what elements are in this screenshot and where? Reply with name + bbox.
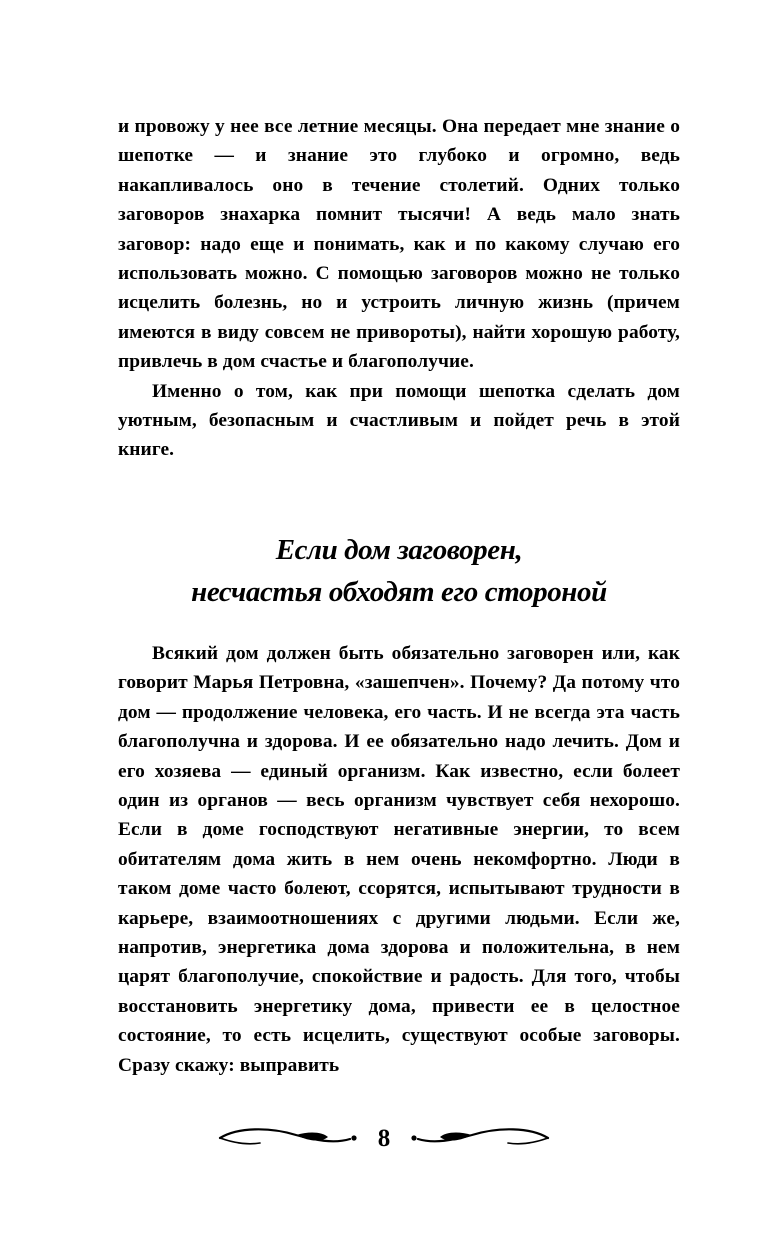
page-footer <box>0 1118 768 1158</box>
section-heading-line-2: несчастья обходят его стороной <box>191 575 607 608</box>
section-heading <box>118 529 680 613</box>
flourish-left-ornament-icon <box>218 1125 368 1151</box>
paragraph: Всякий дом должен быть обязательно заговорен или, как говорит Марья Петровна, «зашепчен». Почему? Да потому что дом — продолжение человека, его часть. И не всегда эта часть благополучна и здорова. И ее обязательно надо лечить. Дом и его хозяева — единый организм. Как известно, если болеет один из органов — весь организм чувствует себя нехорошо. Если в доме господствуют негативные энергии, то всем обитателям дома жить в нем очень некомфортно. Люди в таком доме часто болеют, ссорятся, испытывают трудности в карьере, взаимоотношениях с другими людьми. Если же, напротив, энергетика дома здорова и положительна, в нем царят благополучие, спокойствие и радость. Для того, чтобы восстановить энергетику дома, привести ее в целостное состояние, то есть исцелить, существуют особые заговоры. Сразу скажу: выправить <box>118 642 680 1076</box>
section-heading-line-1: Если дом заговорен, <box>275 533 523 566</box>
page-number: 8 <box>377 1124 391 1152</box>
paragraph: Именно о том, как при помощи шепотка сделать дом уютным, безопасным и счастливым и пойдет речь в этой книге. <box>118 380 680 461</box>
section-body-text <box>118 639 680 1080</box>
page-body-text <box>118 112 680 465</box>
flourish-right-ornament-icon <box>400 1125 550 1151</box>
paragraph: и провожу у нее все летние месяцы. Она передает мне знание о шепотке — и знание это глубоко и огромно, ведь накапливалось оно в течение столетий. Одних только заговоров знахарка помнит тысячи! А ведь мало знать заговор: надо еще и понимать, как и по какому случаю его использовать можно. С помощью заговоров можно не только исцелить болезнь, но и устроить личную жизнь (причем имеются в виду совсем не привороты), найти хорошую работу, привлечь в дом счастье и благополучие. <box>118 116 680 373</box>
